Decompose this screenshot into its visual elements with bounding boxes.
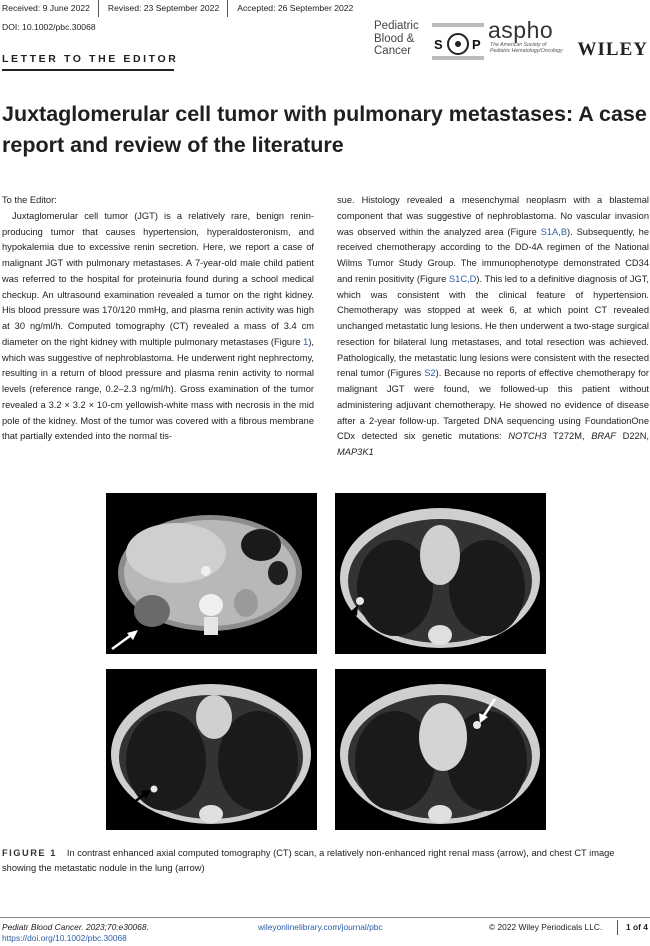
body-text: sue. Histology revealed a mesenchymal neoplasm with a blastemal component that was suggestive of nephroblastoma. No vascular invasion was observed within the analyzed area (Figure: [337, 195, 649, 237]
pbc-logo-line: Pediatric: [374, 20, 419, 32]
ct-chest-panel-2: [106, 669, 317, 830]
received-date: Received: 9 June 2022: [2, 3, 90, 13]
ct-chest-panel-3: [335, 669, 546, 830]
salutation: To the Editor:: [2, 195, 57, 205]
ct-abdomen-image: [106, 493, 317, 654]
gene-name: MAP3K1: [337, 447, 374, 457]
body-column-right: [337, 193, 649, 461]
page-number: 1 of 4: [626, 922, 648, 932]
body-paragraph: [337, 193, 649, 461]
pbc-logo-line: Cancer: [374, 45, 412, 57]
body-text: ), which was suggestive of nephroblastoma. He underwent right nephrectomy, resulting in a return of blood pressure and plasma renin activity to normal levels (reference range, 0.2–2.3 ng/ml/h). Gross examination of the tumor revealed a 3.2 × 3.2 × 10-cm yellowish-white mass with necrosis in the mid pole of the kidney. Most of the tumor was covered with a fibrous membrane that partially extended into the normal tis-: [2, 336, 314, 442]
gene-name: NOTCH3: [508, 431, 547, 442]
footer-rule: [0, 917, 650, 918]
section-rule: [2, 69, 174, 71]
caption-text: In contrast enhanced axial computed tomography (CT) scan, a relatively non-enhanced right renal mass (arrow), and chest CT image showing the metastatic nodule in the lung (arrow): [2, 848, 615, 873]
journal-logos: [374, 18, 650, 64]
journal-site-link[interactable]: wileyonlinelibrary.com/journal/pbc: [258, 922, 383, 932]
svg-text:S: S: [434, 37, 443, 52]
aspho-logo: [488, 18, 563, 54]
wiley-logo: WILEY: [577, 39, 648, 60]
body-text: ). Subsequently, he received chemotherapy according to the DD-4A regimen of the National Wilms Tumor Study Group. The immunophenotype demonstrated CD34 and renin positivity (Figure: [337, 226, 649, 284]
svg-text:P: P: [472, 37, 481, 52]
ct-chest-image-1: [335, 493, 546, 654]
footer-separator: [617, 920, 618, 935]
figure-label: FIGURE 1: [2, 848, 57, 858]
section-label: LETTER TO THE EDITOR: [2, 53, 179, 65]
mutation: D22N,: [615, 431, 649, 442]
doi: DOI: 10.1002/pbc.30068: [2, 22, 96, 32]
figure-1-link[interactable]: 1: [303, 336, 309, 347]
article-dates: [0, 0, 361, 17]
body-paragraph: [2, 209, 314, 445]
journal-citation: Pediatr Blood Cancer. 2023;70:e30068.: [2, 922, 149, 932]
body-column-left: [2, 193, 314, 445]
copyright: © 2022 Wiley Periodicals LLC.: [489, 922, 603, 932]
mutation: T272M,: [546, 431, 592, 442]
figure-s1cd-link[interactable]: S1C,D: [448, 273, 477, 284]
figure-s2-link[interactable]: S2: [424, 368, 436, 379]
ct-chest-panel-1: [335, 493, 546, 654]
body-text: ). Because no reports of effective chemotherapy for malignant JGT were found, we followed-up this patient without administering adjuvant chemotherapy. He showed no evidence of disease after a 2-year follow-up. Targeted DNA sequencing using FoundationOne CDx detected six genetic mutations:: [337, 368, 649, 442]
gene-name: BRAF: [591, 431, 616, 442]
pbc-logo: [374, 20, 419, 58]
revised-date: Revised: 23 September 2022: [98, 0, 227, 17]
ct-abdomen-panel: [106, 493, 317, 654]
ct-chest-image-2: [106, 669, 317, 830]
figure-caption: [2, 846, 648, 876]
pbc-logo-line: Blood &: [374, 32, 415, 45]
article-title: Juxtaglomerular cell tumor with pulmonary metastases: A case report and review of the literature: [2, 102, 647, 157]
aspho-subtitle: Pediatric Hematology/Oncology: [490, 48, 563, 54]
figure-s1ab-link[interactable]: S1A,B: [540, 226, 568, 237]
body-text: ). This led to a definitive diagnosis of JGT, which was consistent with the clinical feature of hypertension. Chemotherapy was stopped at week 6, at which point CT revealed unchanged metastatic lung lesions. He then underwent a two-stage surgical resection for bilateral lung metastases, and total resection was achieved. Pathologically, the metastatic lung lesions were consistent with the resected renal tumor (Figures: [337, 273, 649, 379]
siop-logo-icon: [430, 22, 486, 62]
page-footer: [2, 922, 648, 946]
ct-chest-image-3: [335, 669, 546, 830]
figure-1: [106, 493, 546, 830]
aspho-wordmark: aspho: [488, 17, 554, 43]
accepted-date: Accepted: 26 September 2022: [227, 0, 361, 17]
body-text: Juxtaglomerular cell tumor (JGT) is a relatively rare, benign renin-producing tumor that causes hypertension, hyperaldosteronism, and hypokalemia due to excessive renin secretion. Here, we report a case of malignant JGT with pulmonary metastases. A 7-year-old male child patient was referred to the hospital for proteinuria found during a school medical checkup. An ultrasound examination revealed a tumor on the right kidney. His blood pressure was 170/120 mmHg, and plasma renin activity was high at 30 ng/ml/h. Computed tomography (CT) revealed a mass of 3.4 cm diameter on the right kidney with multiple pulmonary metastases (Figure: [2, 210, 314, 347]
doi-link[interactable]: https://doi.org/10.1002/pbc.30068: [2, 933, 127, 943]
aspho-subtitle: The American Society of: [490, 42, 547, 48]
